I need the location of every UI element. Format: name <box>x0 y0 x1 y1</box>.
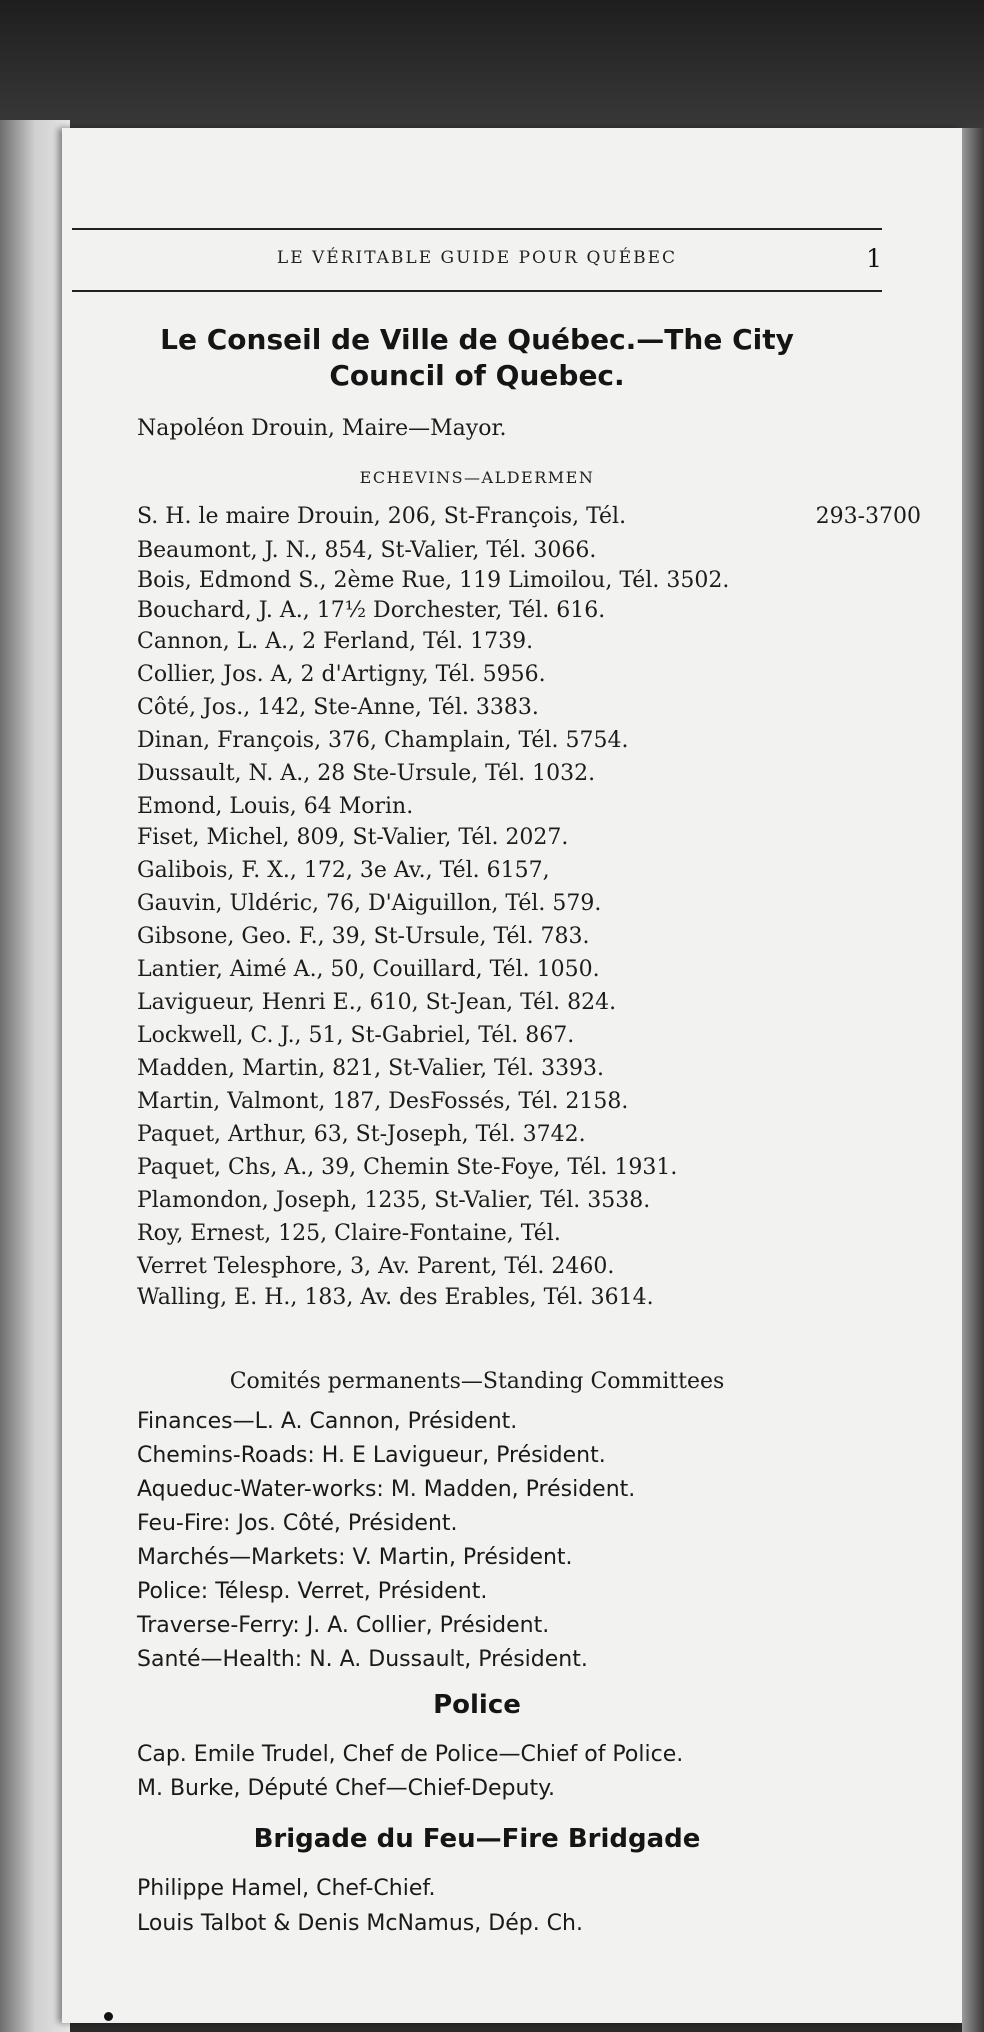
committee-entry: Aqueduc-Water-works: M. Madden, Président. <box>137 1477 636 1502</box>
alderman-entry: Emond, Louis, 64 Morin. <box>137 794 414 819</box>
alderman-entry: Roy, Ernest, 125, Claire-Fontaine, Tél. <box>137 1221 561 1246</box>
ink-spot <box>104 2012 113 2021</box>
alderman-entry: Bois, Edmond S., 2ème Rue, 119 Limoilou, Tél. 3502. <box>137 568 730 593</box>
committees-heading: Comités permanents—Standing Committees <box>229 1369 725 1394</box>
alderman-entry: Gibsone, Geo. F., 39, St-Ursule, Tél. 783. <box>137 924 590 949</box>
committee-entry: Police: Télesp. Verret, Président. <box>137 1579 488 1604</box>
mayor-line: Napoléon Drouin, Maire—Mayor. <box>137 416 507 441</box>
page-gutter-left <box>0 120 70 2032</box>
alderman-entry: Dussault, N. A., 28 Ste-Ursule, Tél. 1032. <box>137 761 596 786</box>
committee-entry: Traverse-Ferry: J. A. Collier, Président. <box>137 1613 550 1638</box>
alderman-entry: Cannon, L. A., 2 Ferland, Tél. 1739. <box>137 629 534 654</box>
page-edge-right <box>962 128 984 2032</box>
alderman-entry: Lockwell, C. J., 51, St-Gabriel, Tél. 867. <box>137 1023 575 1048</box>
running-head <box>72 244 882 278</box>
council-heading-line-2: Council of Quebec. <box>329 359 625 392</box>
committee-entry: Feu-Fire: Jos. Côté, Président. <box>137 1511 458 1536</box>
alderman-entry: Dinan, François, 376, Champlain, Tél. 5754. <box>137 728 629 753</box>
alderman-entry: Paquet, Chs, A., 39, Chemin Ste-Foye, Tél. 1931. <box>137 1155 678 1180</box>
alderman-entry: Beaumont, J. N., 854, St-Valier, Tél. 3066. <box>137 538 597 563</box>
police-line: Cap. Emile Trudel, Chef de Police—Chief of Police. <box>137 1742 684 1767</box>
running-title: LE VÉRITABLE GUIDE POUR QUÉBEC <box>276 248 678 268</box>
header-rule-bottom <box>72 290 882 292</box>
alderman-entry: Lavigueur, Henri E., 610, St-Jean, Tél. 824. <box>137 990 617 1015</box>
alderman-entry: S. H. le maire Drouin, 206, St-François, Tél. <box>137 504 627 529</box>
alderman-row <box>137 504 921 529</box>
fire-brigade-line: Philippe Hamel, Chef-Chief. <box>137 1876 436 1901</box>
alderman-entry: Bouchard, J. A., 17½ Dorchester, Tél. 616. <box>137 598 606 623</box>
fire-brigade-line: Louis Talbot & Denis McNamus, Dép. Ch. <box>137 1911 583 1936</box>
alderman-entry: Walling, E. H., 183, Av. des Erables, Tél. 3614. <box>137 1285 654 1310</box>
alderman-entry: Verret Telesphore, 3, Av. Parent, Tél. 2460. <box>137 1254 615 1279</box>
committee-entry: Finances—L. A. Cannon, Président. <box>137 1409 518 1434</box>
alderman-entry: Martin, Valmont, 187, DesFossés, Tél. 2158. <box>137 1089 629 1114</box>
alderman-entry: Paquet, Arthur, 63, St-Joseph, Tél. 3742. <box>137 1122 586 1147</box>
alderman-entry: Collier, Jos. A, 2 d'Artigny, Tél. 5956. <box>137 662 546 687</box>
alderman-entry: Côté, Jos., 142, Ste-Anne, Tél. 3383. <box>137 695 539 720</box>
committee-entry: Santé—Health: N. A. Dussault, Président. <box>137 1647 588 1672</box>
alderman-entry: Fiset, Michel, 809, St-Valier, Tél. 2027. <box>137 825 569 850</box>
alderman-entry: Lantier, Aimé A., 50, Couillard, Tél. 1050. <box>137 957 600 982</box>
fire-brigade-heading: Brigade du Feu—Fire Bridgade <box>253 1824 701 1854</box>
alderman-entry: Plamondon, Joseph, 1235, St-Valier, Tél. 3538. <box>137 1188 651 1213</box>
council-heading <box>72 322 882 394</box>
alderman-entry: Gauvin, Uldéric, 76, D'Aiguillon, Tél. 579. <box>137 891 602 916</box>
alderman-entry: Madden, Martin, 821, St-Valier, Tél. 3393. <box>137 1056 605 1081</box>
police-heading: Police <box>433 1690 521 1720</box>
header-rule-top <box>72 228 882 230</box>
alderman-entry: Galibois, F. X., 172, 3e Av., Tél. 6157, <box>137 858 550 883</box>
council-heading-line-1: Le Conseil de Ville de Québec.—The City <box>160 323 794 356</box>
committee-entry: Marchés—Markets: V. Martin, Président. <box>137 1545 573 1570</box>
police-line: M. Burke, Député Chef—Chief-Deputy. <box>137 1776 555 1801</box>
alderman-telephone: 293-3700 <box>815 504 921 529</box>
scan-background-top <box>0 0 984 135</box>
aldermen-heading: ECHEVINS—ALDERMEN <box>359 468 595 487</box>
page-number: 1 <box>866 244 882 273</box>
committee-entry: Chemins-Roads: H. E Lavigueur, Président. <box>137 1443 606 1468</box>
